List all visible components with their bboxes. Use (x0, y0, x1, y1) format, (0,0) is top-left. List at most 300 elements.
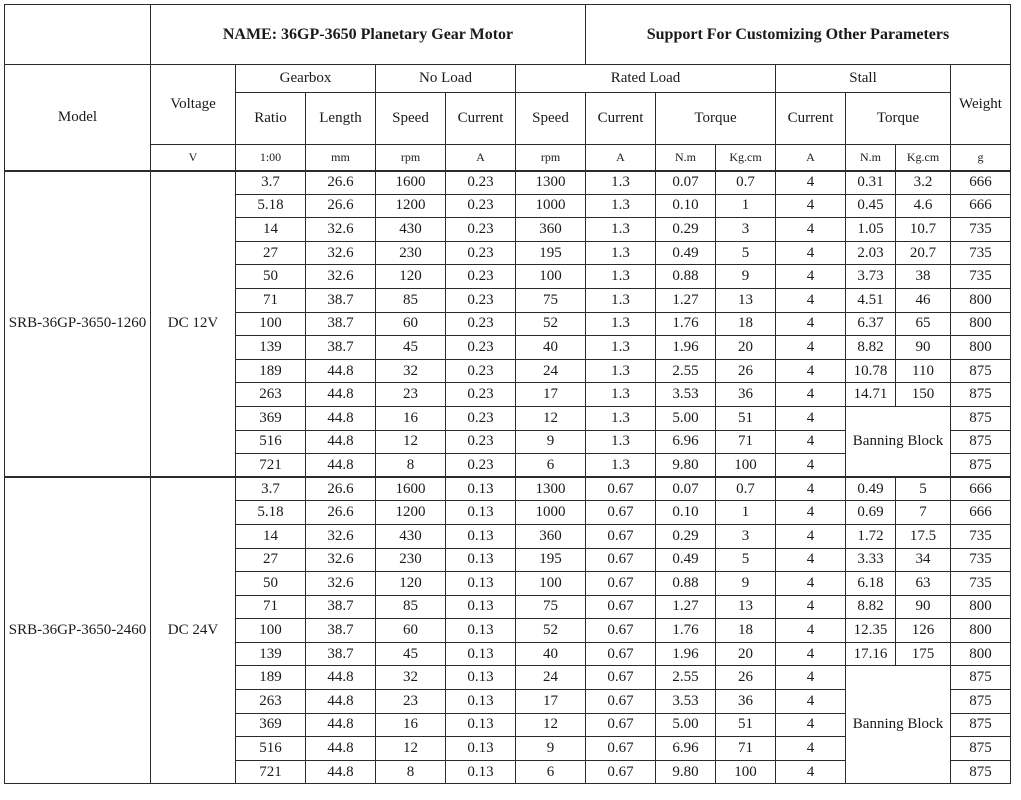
stall-current-cell: 4 (776, 548, 846, 572)
header-ratio: Ratio (236, 93, 306, 145)
rated-current-cell: 0.67 (586, 548, 656, 572)
length-cell: 44.8 (306, 760, 376, 784)
no-load-current-cell: 0.13 (446, 595, 516, 619)
ratio-cell: 263 (236, 383, 306, 407)
stall-torque-kgcm-cell: 46 (896, 288, 951, 312)
rated-speed-cell: 1000 (516, 501, 586, 525)
length-cell: 32.6 (306, 548, 376, 572)
weight-cell: 666 (951, 171, 1011, 195)
stall-torque-nm-cell: 3.33 (846, 548, 896, 572)
stall-current-cell: 4 (776, 312, 846, 336)
header-length: Length (306, 93, 376, 145)
ratio-cell: 100 (236, 619, 306, 643)
rated-torque-kgcm-cell: 20 (716, 336, 776, 360)
rated-current-cell: 1.3 (586, 194, 656, 218)
stall-current-cell: 4 (776, 336, 846, 360)
no-load-speed-cell: 230 (376, 241, 446, 265)
ratio-cell: 516 (236, 737, 306, 761)
rated-current-cell: 1.3 (586, 265, 656, 289)
rated-torque-kgcm-cell: 71 (716, 737, 776, 761)
rated-speed-cell: 52 (516, 619, 586, 643)
rated-torque-nm-cell: 0.10 (656, 194, 716, 218)
length-cell: 38.7 (306, 288, 376, 312)
rated-current-cell: 0.67 (586, 642, 656, 666)
rated-torque-kgcm-cell: 3 (716, 524, 776, 548)
stall-current-cell: 4 (776, 241, 846, 265)
weight-cell: 735 (951, 572, 1011, 596)
no-load-current-cell: 0.23 (446, 336, 516, 360)
stall-torque-kgcm-cell: 150 (896, 383, 951, 407)
no-load-current-cell: 0.23 (446, 241, 516, 265)
rated-torque-kgcm-cell: 26 (716, 359, 776, 383)
stall-torque-nm-cell: 3.73 (846, 265, 896, 289)
rated-torque-nm-cell: 1.27 (656, 288, 716, 312)
ratio-cell: 27 (236, 548, 306, 572)
no-load-current-cell: 0.13 (446, 642, 516, 666)
ratio-cell: 263 (236, 690, 306, 714)
stall-torque-kgcm-cell: 7 (896, 501, 951, 525)
stall-current-cell: 4 (776, 194, 846, 218)
rated-current-cell: 1.3 (586, 218, 656, 242)
length-cell: 44.8 (306, 666, 376, 690)
no-load-speed-cell: 85 (376, 288, 446, 312)
rated-current-cell: 0.67 (586, 572, 656, 596)
weight-cell: 666 (951, 477, 1011, 501)
length-cell: 44.8 (306, 359, 376, 383)
stall-current-cell: 4 (776, 619, 846, 643)
no-load-speed-cell: 1600 (376, 477, 446, 501)
no-load-speed-cell: 32 (376, 666, 446, 690)
no-load-current-cell: 0.13 (446, 501, 516, 525)
header-rated-speed: Speed (516, 93, 586, 145)
rated-torque-nm-cell: 3.53 (656, 690, 716, 714)
unit-cell: Kg.cm (896, 145, 951, 171)
rated-current-cell: 0.67 (586, 760, 656, 784)
header-weight: Weight (951, 65, 1011, 145)
rated-torque-kgcm-cell: 0.7 (716, 171, 776, 195)
ratio-cell: 5.18 (236, 501, 306, 525)
voltage-cell: DC 24V (151, 477, 236, 784)
rated-torque-nm-cell: 6.96 (656, 737, 716, 761)
no-load-current-cell: 0.13 (446, 477, 516, 501)
no-load-speed-cell: 1200 (376, 501, 446, 525)
stall-torque-nm-cell: 0.49 (846, 477, 896, 501)
header-rated-torque: Torque (656, 93, 776, 145)
stall-torque-nm-cell: 4.51 (846, 288, 896, 312)
rated-speed-cell: 9 (516, 737, 586, 761)
rated-torque-nm-cell: 0.07 (656, 477, 716, 501)
weight-cell: 875 (951, 383, 1011, 407)
stall-torque-kgcm-cell: 3.2 (896, 171, 951, 195)
voltage-cell: DC 12V (151, 171, 236, 478)
weight-cell: 875 (951, 406, 1011, 430)
weight-cell: 800 (951, 619, 1011, 643)
weight-cell: 735 (951, 218, 1011, 242)
stall-current-cell: 4 (776, 171, 846, 195)
length-cell: 44.8 (306, 713, 376, 737)
stall-current-cell: 4 (776, 501, 846, 525)
weight-cell: 666 (951, 501, 1011, 525)
rated-speed-cell: 17 (516, 690, 586, 714)
no-load-current-cell: 0.23 (446, 265, 516, 289)
unit-cell: N.m (656, 145, 716, 171)
rated-speed-cell: 100 (516, 572, 586, 596)
banning-block-cell: Banning Block (846, 666, 951, 784)
table-row (5, 171, 1011, 195)
rated-speed-cell: 40 (516, 642, 586, 666)
no-load-current-cell: 0.13 (446, 690, 516, 714)
stall-torque-kgcm-cell: 5 (896, 477, 951, 501)
stall-torque-kgcm-cell: 20.7 (896, 241, 951, 265)
weight-cell: 875 (951, 690, 1011, 714)
rated-current-cell: 1.3 (586, 312, 656, 336)
weight-cell: 875 (951, 430, 1011, 454)
rated-torque-kgcm-cell: 26 (716, 666, 776, 690)
table-title: NAME: 36GP-3650 Planetary Gear Motor (151, 5, 586, 65)
length-cell: 38.7 (306, 336, 376, 360)
no-load-current-cell: 0.23 (446, 218, 516, 242)
stall-torque-kgcm-cell: 10.7 (896, 218, 951, 242)
unit-cell: mm (306, 145, 376, 171)
rated-speed-cell: 75 (516, 595, 586, 619)
length-cell: 38.7 (306, 312, 376, 336)
stall-torque-kgcm-cell: 175 (896, 642, 951, 666)
no-load-current-cell: 0.23 (446, 454, 516, 478)
rated-speed-cell: 75 (516, 288, 586, 312)
rated-speed-cell: 1300 (516, 477, 586, 501)
weight-cell: 800 (951, 336, 1011, 360)
no-load-current-cell: 0.13 (446, 737, 516, 761)
length-cell: 44.8 (306, 454, 376, 478)
no-load-speed-cell: 45 (376, 642, 446, 666)
rated-torque-nm-cell: 3.53 (656, 383, 716, 407)
rated-torque-nm-cell: 1.76 (656, 619, 716, 643)
rated-current-cell: 1.3 (586, 359, 656, 383)
rated-speed-cell: 6 (516, 760, 586, 784)
weight-cell: 800 (951, 642, 1011, 666)
length-cell: 38.7 (306, 595, 376, 619)
no-load-speed-cell: 430 (376, 218, 446, 242)
rated-torque-kgcm-cell: 9 (716, 265, 776, 289)
stall-torque-nm-cell: 0.69 (846, 501, 896, 525)
rated-current-cell: 1.3 (586, 406, 656, 430)
no-load-current-cell: 0.23 (446, 383, 516, 407)
length-cell: 44.8 (306, 737, 376, 761)
rated-speed-cell: 1300 (516, 171, 586, 195)
header-model: Model (5, 65, 151, 171)
no-load-current-cell: 0.13 (446, 524, 516, 548)
no-load-current-cell: 0.13 (446, 548, 516, 572)
unit-cell: V (151, 145, 236, 171)
rated-current-cell: 0.67 (586, 666, 656, 690)
length-cell: 38.7 (306, 619, 376, 643)
stall-current-cell: 4 (776, 666, 846, 690)
unit-cell: Kg.cm (716, 145, 776, 171)
rated-speed-cell: 9 (516, 430, 586, 454)
rated-current-cell: 1.3 (586, 430, 656, 454)
stall-torque-kgcm-cell: 4.6 (896, 194, 951, 218)
unit-cell: N.m (846, 145, 896, 171)
units-row (5, 145, 1011, 171)
length-cell: 26.6 (306, 171, 376, 195)
rated-current-cell: 0.67 (586, 524, 656, 548)
weight-cell: 875 (951, 359, 1011, 383)
stall-torque-kgcm-cell: 65 (896, 312, 951, 336)
stall-torque-nm-cell: 17.16 (846, 642, 896, 666)
stall-current-cell: 4 (776, 454, 846, 478)
rated-torque-nm-cell: 9.80 (656, 760, 716, 784)
unit-cell: g (951, 145, 1011, 171)
header-stall: Stall (776, 65, 951, 93)
rated-speed-cell: 195 (516, 241, 586, 265)
ratio-cell: 50 (236, 265, 306, 289)
rated-torque-nm-cell: 1.76 (656, 312, 716, 336)
length-cell: 32.6 (306, 524, 376, 548)
stall-torque-nm-cell: 2.03 (846, 241, 896, 265)
rated-torque-nm-cell: 1.96 (656, 336, 716, 360)
rated-torque-kgcm-cell: 18 (716, 619, 776, 643)
no-load-speed-cell: 120 (376, 265, 446, 289)
no-load-speed-cell: 60 (376, 312, 446, 336)
length-cell: 32.6 (306, 241, 376, 265)
ratio-cell: 3.7 (236, 171, 306, 195)
table-row (5, 477, 1011, 501)
rated-torque-nm-cell: 1.96 (656, 642, 716, 666)
no-load-speed-cell: 85 (376, 595, 446, 619)
weight-cell: 875 (951, 454, 1011, 478)
ratio-cell: 139 (236, 336, 306, 360)
model-cell: SRB-36GP-3650-1260 (5, 171, 151, 478)
stall-current-cell: 4 (776, 288, 846, 312)
rated-torque-kgcm-cell: 0.7 (716, 477, 776, 501)
stall-current-cell: 4 (776, 642, 846, 666)
stall-current-cell: 4 (776, 690, 846, 714)
length-cell: 44.8 (306, 690, 376, 714)
rated-torque-kgcm-cell: 20 (716, 642, 776, 666)
stall-current-cell: 4 (776, 760, 846, 784)
rated-torque-nm-cell: 2.55 (656, 666, 716, 690)
stall-torque-nm-cell: 8.82 (846, 336, 896, 360)
rated-torque-kgcm-cell: 100 (716, 454, 776, 478)
rated-torque-nm-cell: 1.27 (656, 595, 716, 619)
rated-torque-nm-cell: 0.88 (656, 572, 716, 596)
rated-speed-cell: 360 (516, 218, 586, 242)
length-cell: 44.8 (306, 430, 376, 454)
rated-torque-kgcm-cell: 18 (716, 312, 776, 336)
stall-current-cell: 4 (776, 572, 846, 596)
header-no-load: No Load (376, 65, 516, 93)
no-load-speed-cell: 12 (376, 430, 446, 454)
weight-cell: 666 (951, 194, 1011, 218)
rated-current-cell: 1.3 (586, 336, 656, 360)
unit-cell: A (446, 145, 516, 171)
rated-current-cell: 1.3 (586, 288, 656, 312)
stall-torque-kgcm-cell: 90 (896, 336, 951, 360)
header-voltage: Voltage (151, 65, 236, 145)
stall-torque-kgcm-cell: 34 (896, 548, 951, 572)
no-load-speed-cell: 12 (376, 737, 446, 761)
rated-torque-kgcm-cell: 36 (716, 690, 776, 714)
weight-cell: 875 (951, 713, 1011, 737)
rated-torque-nm-cell: 0.88 (656, 265, 716, 289)
rated-current-cell: 0.67 (586, 477, 656, 501)
ratio-cell: 139 (236, 642, 306, 666)
no-load-speed-cell: 430 (376, 524, 446, 548)
length-cell: 38.7 (306, 642, 376, 666)
weight-cell: 735 (951, 548, 1011, 572)
rated-torque-kgcm-cell: 5 (716, 241, 776, 265)
ratio-cell: 369 (236, 406, 306, 430)
no-load-current-cell: 0.23 (446, 194, 516, 218)
ratio-cell: 3.7 (236, 477, 306, 501)
stall-torque-nm-cell: 10.78 (846, 359, 896, 383)
ratio-cell: 721 (236, 454, 306, 478)
ratio-cell: 14 (236, 524, 306, 548)
rated-torque-kgcm-cell: 71 (716, 430, 776, 454)
stall-torque-nm-cell: 6.37 (846, 312, 896, 336)
length-cell: 32.6 (306, 572, 376, 596)
weight-cell: 800 (951, 288, 1011, 312)
no-load-speed-cell: 1200 (376, 194, 446, 218)
header-stall-torque: Torque (846, 93, 951, 145)
unit-cell: 1:00 (236, 145, 306, 171)
rated-speed-cell: 12 (516, 406, 586, 430)
weight-cell: 800 (951, 312, 1011, 336)
rated-speed-cell: 52 (516, 312, 586, 336)
banning-block-cell: Banning Block (846, 406, 951, 477)
stall-current-cell: 4 (776, 524, 846, 548)
stall-current-cell: 4 (776, 737, 846, 761)
weight-cell: 875 (951, 760, 1011, 784)
length-cell: 26.6 (306, 501, 376, 525)
weight-cell: 875 (951, 666, 1011, 690)
ratio-cell: 71 (236, 288, 306, 312)
no-load-speed-cell: 23 (376, 690, 446, 714)
rated-torque-nm-cell: 5.00 (656, 406, 716, 430)
no-load-speed-cell: 8 (376, 760, 446, 784)
customize-note: Support For Customizing Other Parameters (586, 5, 1011, 65)
ratio-cell: 100 (236, 312, 306, 336)
no-load-speed-cell: 8 (376, 454, 446, 478)
rated-torque-nm-cell: 0.49 (656, 241, 716, 265)
no-load-speed-cell: 45 (376, 336, 446, 360)
stall-current-cell: 4 (776, 595, 846, 619)
ratio-cell: 721 (236, 760, 306, 784)
rated-torque-kgcm-cell: 100 (716, 760, 776, 784)
rated-torque-kgcm-cell: 5 (716, 548, 776, 572)
stall-torque-nm-cell: 1.05 (846, 218, 896, 242)
stall-torque-kgcm-cell: 63 (896, 572, 951, 596)
no-load-current-cell: 0.23 (446, 359, 516, 383)
unit-cell: rpm (516, 145, 586, 171)
rated-speed-cell: 195 (516, 548, 586, 572)
ratio-cell: 5.18 (236, 194, 306, 218)
stall-current-cell: 4 (776, 430, 846, 454)
no-load-current-cell: 0.13 (446, 666, 516, 690)
rated-speed-cell: 1000 (516, 194, 586, 218)
header-gearbox: Gearbox (236, 65, 376, 93)
stall-current-cell: 4 (776, 713, 846, 737)
no-load-current-cell: 0.13 (446, 760, 516, 784)
header-rated-current: Current (586, 93, 656, 145)
length-cell: 32.6 (306, 218, 376, 242)
rated-torque-kgcm-cell: 13 (716, 288, 776, 312)
rated-current-cell: 1.3 (586, 171, 656, 195)
no-load-current-cell: 0.23 (446, 171, 516, 195)
unit-cell: A (586, 145, 656, 171)
stall-current-cell: 4 (776, 265, 846, 289)
rated-current-cell: 1.3 (586, 383, 656, 407)
rated-current-cell: 1.3 (586, 241, 656, 265)
no-load-speed-cell: 23 (376, 383, 446, 407)
stall-torque-nm-cell: 14.71 (846, 383, 896, 407)
rated-torque-nm-cell: 0.49 (656, 548, 716, 572)
stall-torque-kgcm-cell: 126 (896, 619, 951, 643)
weight-cell: 735 (951, 524, 1011, 548)
no-load-speed-cell: 16 (376, 406, 446, 430)
stall-torque-kgcm-cell: 17.5 (896, 524, 951, 548)
weight-cell: 735 (951, 241, 1011, 265)
ratio-cell: 189 (236, 359, 306, 383)
stall-torque-nm-cell: 8.82 (846, 595, 896, 619)
stall-torque-nm-cell: 0.45 (846, 194, 896, 218)
ratio-cell: 27 (236, 241, 306, 265)
ratio-cell: 189 (236, 666, 306, 690)
rated-speed-cell: 360 (516, 524, 586, 548)
no-load-current-cell: 0.13 (446, 619, 516, 643)
no-load-speed-cell: 1600 (376, 171, 446, 195)
length-cell: 44.8 (306, 383, 376, 407)
rated-current-cell: 0.67 (586, 501, 656, 525)
rated-torque-kgcm-cell: 51 (716, 713, 776, 737)
rated-current-cell: 0.67 (586, 619, 656, 643)
ratio-cell: 14 (236, 218, 306, 242)
rated-speed-cell: 17 (516, 383, 586, 407)
ratio-cell: 71 (236, 595, 306, 619)
rated-torque-nm-cell: 0.29 (656, 218, 716, 242)
rated-current-cell: 0.67 (586, 713, 656, 737)
no-load-speed-cell: 16 (376, 713, 446, 737)
rated-torque-nm-cell: 0.10 (656, 501, 716, 525)
stall-torque-nm-cell: 6.18 (846, 572, 896, 596)
rated-current-cell: 0.67 (586, 595, 656, 619)
stall-torque-kgcm-cell: 90 (896, 595, 951, 619)
rated-torque-kgcm-cell: 36 (716, 383, 776, 407)
header-rated-load: Rated Load (516, 65, 776, 93)
header-stall-current: Current (776, 93, 846, 145)
ratio-cell: 369 (236, 713, 306, 737)
rated-torque-nm-cell: 6.96 (656, 430, 716, 454)
rated-speed-cell: 6 (516, 454, 586, 478)
no-load-current-cell: 0.23 (446, 288, 516, 312)
rated-current-cell: 1.3 (586, 454, 656, 478)
weight-cell: 875 (951, 737, 1011, 761)
rated-torque-kgcm-cell: 1 (716, 501, 776, 525)
rated-torque-nm-cell: 0.07 (656, 171, 716, 195)
length-cell: 44.8 (306, 406, 376, 430)
ratio-cell: 516 (236, 430, 306, 454)
stall-torque-kgcm-cell: 110 (896, 359, 951, 383)
weight-cell: 735 (951, 265, 1011, 289)
no-load-current-cell: 0.23 (446, 406, 516, 430)
corner-cell (5, 5, 151, 65)
rated-speed-cell: 40 (516, 336, 586, 360)
stall-torque-nm-cell: 0.31 (846, 171, 896, 195)
stall-current-cell: 4 (776, 359, 846, 383)
length-cell: 26.6 (306, 477, 376, 501)
no-load-current-cell: 0.13 (446, 572, 516, 596)
header-no-load-current: Current (446, 93, 516, 145)
